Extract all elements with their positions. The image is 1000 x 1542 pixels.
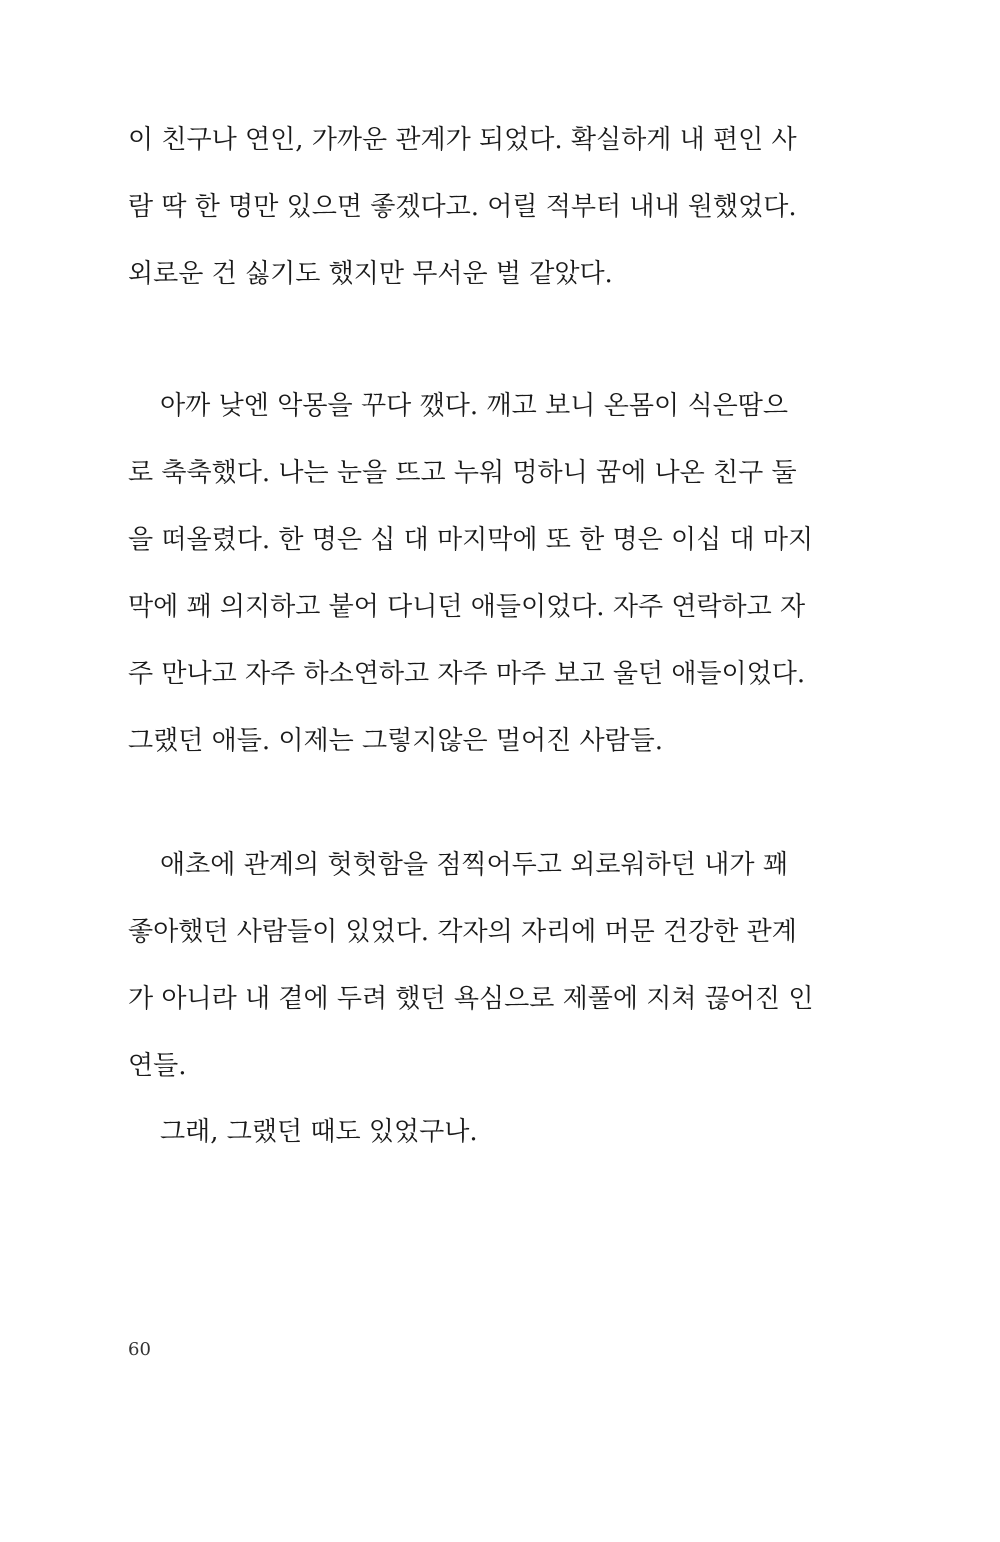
- text-line: 좋아했던 사람들이 있었다. 각자의 자리에 머문 건강한 관계: [128, 917, 797, 947]
- text-line: 로 축축했다. 나는 눈을 뜨고 누워 멍하니 꿈에 나온 친구 둘: [128, 458, 797, 488]
- page-number: 60: [128, 1339, 151, 1360]
- text-line: 외로운 건 싫기도 했지만 무서운 벌 같았다.: [128, 259, 613, 289]
- text-line: 그래, 그랬던 때도 있었구나.: [160, 1117, 478, 1147]
- text-line: 주 만나고 자주 하소연하고 자주 마주 보고 울던 애들이었다.: [128, 659, 806, 689]
- text-line: 람 딱 한 명만 있으면 좋겠다고. 어릴 적부터 내내 원했었다.: [128, 192, 797, 222]
- text-line: 연들.: [128, 1051, 187, 1081]
- text-line: 애초에 관계의 헛헛함을 점찍어두고 외로워하던 내가 꽤: [160, 850, 788, 880]
- text-line: 을 떠올렸다. 한 명은 십 대 마지막에 또 한 명은 이십 대 마지: [128, 525, 814, 555]
- text-line: 가 아니라 내 곁에 두려 했던 욕심으로 제풀에 지쳐 끊어진 인: [128, 984, 814, 1014]
- text-line: 그랬던 애들. 이제는 그렇지않은 멀어진 사람들.: [128, 726, 664, 756]
- text-line: 아까 낮엔 악몽을 꾸다 깼다. 깨고 보니 온몸이 식은땀으: [160, 391, 788, 421]
- text-line: 이 친구나 연인, 가까운 관계가 되었다. 확실하게 내 편인 사: [128, 125, 797, 155]
- text-line: 막에 꽤 의지하고 붙어 다니던 애들이었다. 자주 연락하고 자: [128, 592, 806, 622]
